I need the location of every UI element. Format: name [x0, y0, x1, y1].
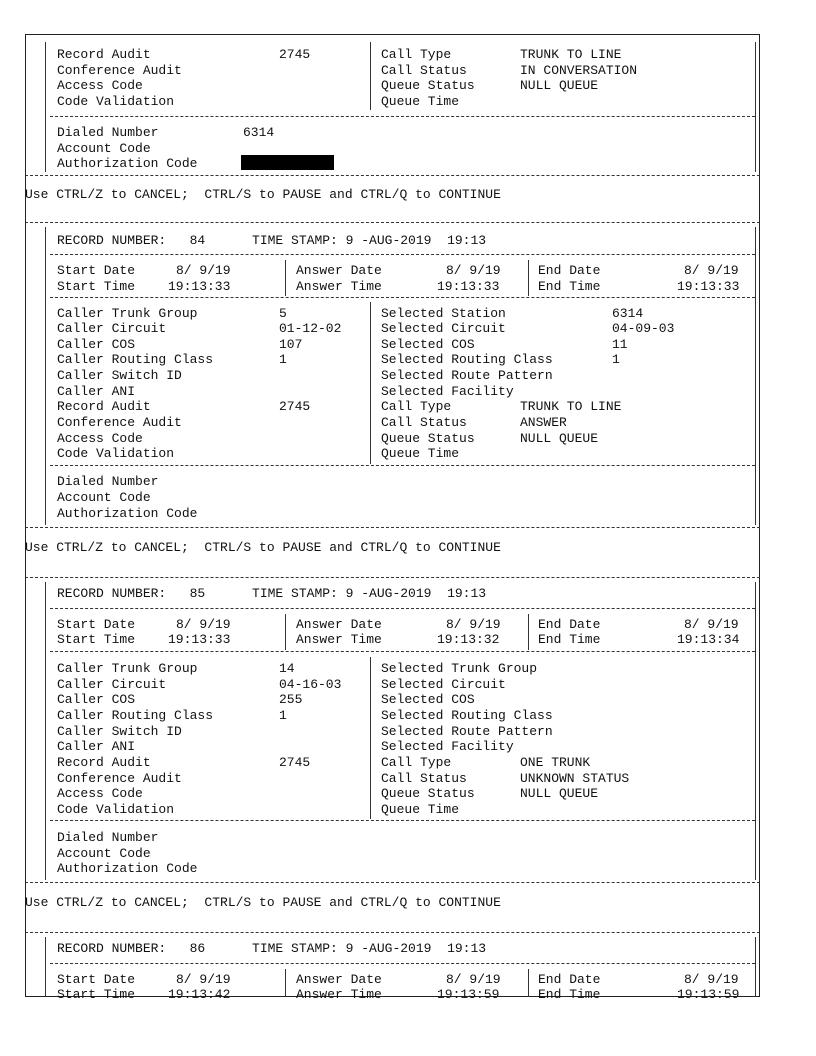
field-label: Selected Routing Class: [381, 352, 553, 367]
divider: [50, 608, 755, 609]
field-label: Start Date: [57, 263, 136, 278]
field-label: Call Status: [381, 771, 467, 786]
field-label: End Time: [538, 987, 601, 1002]
field-value: 8/ 9/19: [446, 972, 501, 987]
control-prompt: Use CTRL/Z to CANCEL; CTRL/S to PAUSE and CTRL/Q to CONTINUE: [25, 895, 501, 910]
rule: [755, 937, 756, 997]
field-value: 8/ 9/19: [446, 617, 501, 632]
field-value: 6314: [243, 125, 275, 140]
field-value: 2745: [279, 399, 311, 414]
field-value: TRUNK TO LINE: [520, 47, 622, 62]
field-label: Account Code: [57, 846, 151, 861]
field-value: 19:13:59: [437, 987, 500, 1002]
field-label: Selected Facility: [381, 384, 514, 399]
field-value: 6314: [612, 306, 644, 321]
field-value: 19:13:33: [168, 632, 231, 647]
field-label: Caller ANI: [57, 384, 136, 399]
field-label: Conference Audit: [57, 415, 182, 430]
field-label: Selected Route Pattern: [381, 724, 553, 739]
field-label: Record Audit: [57, 47, 151, 62]
field-label: Access Code: [57, 78, 143, 93]
field-value: 8/ 9/19: [446, 263, 501, 278]
field-label: Start Time: [57, 632, 136, 647]
record-header: RECORD NUMBER: 84 TIME STAMP: 9 -AUG-2019 19:13: [57, 233, 487, 248]
field-label: Caller Trunk Group: [57, 306, 198, 321]
field-value: 01-12-02: [279, 321, 342, 336]
field-label: Caller Trunk Group: [57, 661, 198, 676]
field-label: Code Validation: [57, 94, 175, 109]
record-header: RECORD NUMBER: 86 TIME STAMP: 9 -AUG-2019 19:13: [57, 941, 487, 956]
field-label: Answer Date: [296, 972, 382, 987]
divider: [50, 820, 755, 821]
field-value: 8/ 9/19: [176, 263, 231, 278]
divider: [25, 577, 760, 578]
field-value: 19:13:32: [437, 632, 500, 647]
field-label: Code Validation: [57, 802, 175, 817]
rule: [370, 657, 371, 819]
divider: [50, 254, 755, 255]
field-label: Dialed Number: [57, 830, 159, 845]
rule: [755, 582, 756, 880]
field-value: IN CONVERSATION: [520, 63, 638, 78]
field-value: 04-16-03: [279, 677, 342, 692]
rule: [370, 302, 371, 464]
field-value: 2745: [279, 755, 311, 770]
field-label: Start Date: [57, 972, 136, 987]
divider: [50, 465, 755, 466]
rule: [45, 582, 46, 880]
field-value: 8/ 9/19: [684, 972, 739, 987]
field-label: Queue Time: [381, 94, 460, 109]
field-label: Start Time: [57, 987, 136, 1002]
field-value: 1: [279, 708, 287, 723]
field-label: Record Audit: [57, 399, 151, 414]
field-label: Selected Circuit: [381, 321, 506, 336]
field-label: Conference Audit: [57, 771, 182, 786]
field-value: 8/ 9/19: [684, 263, 739, 278]
field-value: 19:13:33: [677, 279, 740, 294]
field-label: End Time: [538, 279, 601, 294]
record-header: RECORD NUMBER: 85 TIME STAMP: 9 -AUG-2019 19:13: [57, 586, 487, 601]
field-value: 11: [612, 337, 628, 352]
field-label: Selected Facility: [381, 739, 514, 754]
field-label: Caller COS: [57, 337, 136, 352]
divider: [25, 527, 760, 528]
field-label: Caller Switch ID: [57, 724, 182, 739]
field-value: 8/ 9/19: [684, 617, 739, 632]
redaction-bar: [241, 155, 334, 170]
field-label: Start Time: [57, 279, 136, 294]
field-value: NULL QUEUE: [520, 786, 599, 801]
field-label: Conference Audit: [57, 63, 182, 78]
rule: [528, 614, 529, 650]
field-label: Selected Route Pattern: [381, 368, 553, 383]
field-label: Call Type: [381, 47, 452, 62]
field-label: Caller ANI: [57, 739, 136, 754]
field-label: Authorization Code: [57, 506, 198, 521]
field-value: 04-09-03: [612, 321, 675, 336]
field-label: Caller Routing Class: [57, 352, 214, 367]
field-value: 1: [279, 352, 287, 367]
field-label: Access Code: [57, 786, 143, 801]
divider: [50, 651, 755, 652]
field-label: Authorization Code: [57, 861, 198, 876]
field-value: 1: [612, 352, 620, 367]
field-label: Dialed Number: [57, 125, 159, 140]
field-label: Queue Status: [381, 78, 475, 93]
field-value: NULL QUEUE: [520, 431, 599, 446]
field-value: 5: [279, 306, 287, 321]
rule: [285, 614, 286, 650]
field-value: 2745: [279, 47, 311, 62]
field-label: Caller Routing Class: [57, 708, 214, 723]
field-value: 107: [279, 337, 303, 352]
field-label: Selected COS: [381, 337, 475, 352]
field-value: NULL QUEUE: [520, 78, 599, 93]
field-value: 19:13:34: [677, 632, 740, 647]
field-label: Selected Station: [381, 306, 506, 321]
control-prompt: Use CTRL/Z to CANCEL; CTRL/S to PAUSE and CTRL/Q to CONTINUE: [25, 187, 501, 202]
divider: [50, 297, 755, 298]
rule: [45, 118, 46, 172]
field-label: Answer Time: [296, 632, 382, 647]
field-label: Call Type: [381, 755, 452, 770]
field-label: Caller Circuit: [57, 321, 167, 336]
field-label: Authorization Code: [57, 156, 198, 171]
divider: [25, 882, 760, 883]
field-label: Caller COS: [57, 692, 136, 707]
field-label: End Date: [538, 263, 601, 278]
rule: [285, 260, 286, 296]
field-label: Answer Date: [296, 617, 382, 632]
field-label: Record Audit: [57, 755, 151, 770]
field-value: 255: [279, 692, 303, 707]
field-label: Account Code: [57, 141, 151, 156]
field-label: End Date: [538, 972, 601, 987]
field-label: Queue Time: [381, 446, 460, 461]
field-label: Start Date: [57, 617, 136, 632]
field-value: 19:13:59: [677, 987, 740, 1002]
field-label: Call Status: [381, 415, 467, 430]
field-value: 14: [279, 661, 295, 676]
field-label: Queue Status: [381, 786, 475, 801]
field-label: Selected Circuit: [381, 677, 506, 692]
rule: [370, 42, 371, 110]
divider: [50, 116, 755, 117]
field-label: Call Status: [381, 63, 467, 78]
field-label: Selected Trunk Group: [381, 661, 538, 676]
field-label: End Date: [538, 617, 601, 632]
divider: [25, 932, 760, 933]
rule: [755, 227, 756, 525]
field-value: 8/ 9/19: [176, 617, 231, 632]
field-label: Answer Time: [296, 987, 382, 1002]
divider: [25, 175, 760, 176]
field-label: Selected COS: [381, 692, 475, 707]
divider: [50, 963, 755, 964]
field-value: TRUNK TO LINE: [520, 399, 622, 414]
field-label: Dialed Number: [57, 474, 159, 489]
field-label: Answer Time: [296, 279, 382, 294]
field-label: End Time: [538, 632, 601, 647]
field-label: Call Type: [381, 399, 452, 414]
field-label: Access Code: [57, 431, 143, 446]
field-label: Selected Routing Class: [381, 708, 553, 723]
field-label: Answer Date: [296, 263, 382, 278]
field-label: Queue Time: [381, 802, 460, 817]
field-label: Caller Circuit: [57, 677, 167, 692]
rule: [285, 969, 286, 997]
field-value: ANSWER: [520, 415, 567, 430]
control-prompt: Use CTRL/Z to CANCEL; CTRL/S to PAUSE and CTRL/Q to CONTINUE: [25, 540, 501, 555]
divider: [25, 222, 760, 223]
field-label: Account Code: [57, 490, 151, 505]
field-value: 8/ 9/19: [176, 972, 231, 987]
field-value: 19:13:42: [168, 987, 231, 1002]
rule: [755, 42, 756, 172]
rule: [45, 227, 46, 525]
rule: [45, 937, 46, 997]
field-value: ONE TRUNK: [520, 755, 591, 770]
field-value: UNKNOWN STATUS: [520, 771, 630, 786]
field-label: Queue Status: [381, 431, 475, 446]
field-label: Caller Switch ID: [57, 368, 182, 383]
field-label: Code Validation: [57, 446, 175, 461]
rule: [528, 969, 529, 997]
field-value: 19:13:33: [168, 279, 231, 294]
rule: [528, 260, 529, 296]
field-value: 19:13:33: [437, 279, 500, 294]
